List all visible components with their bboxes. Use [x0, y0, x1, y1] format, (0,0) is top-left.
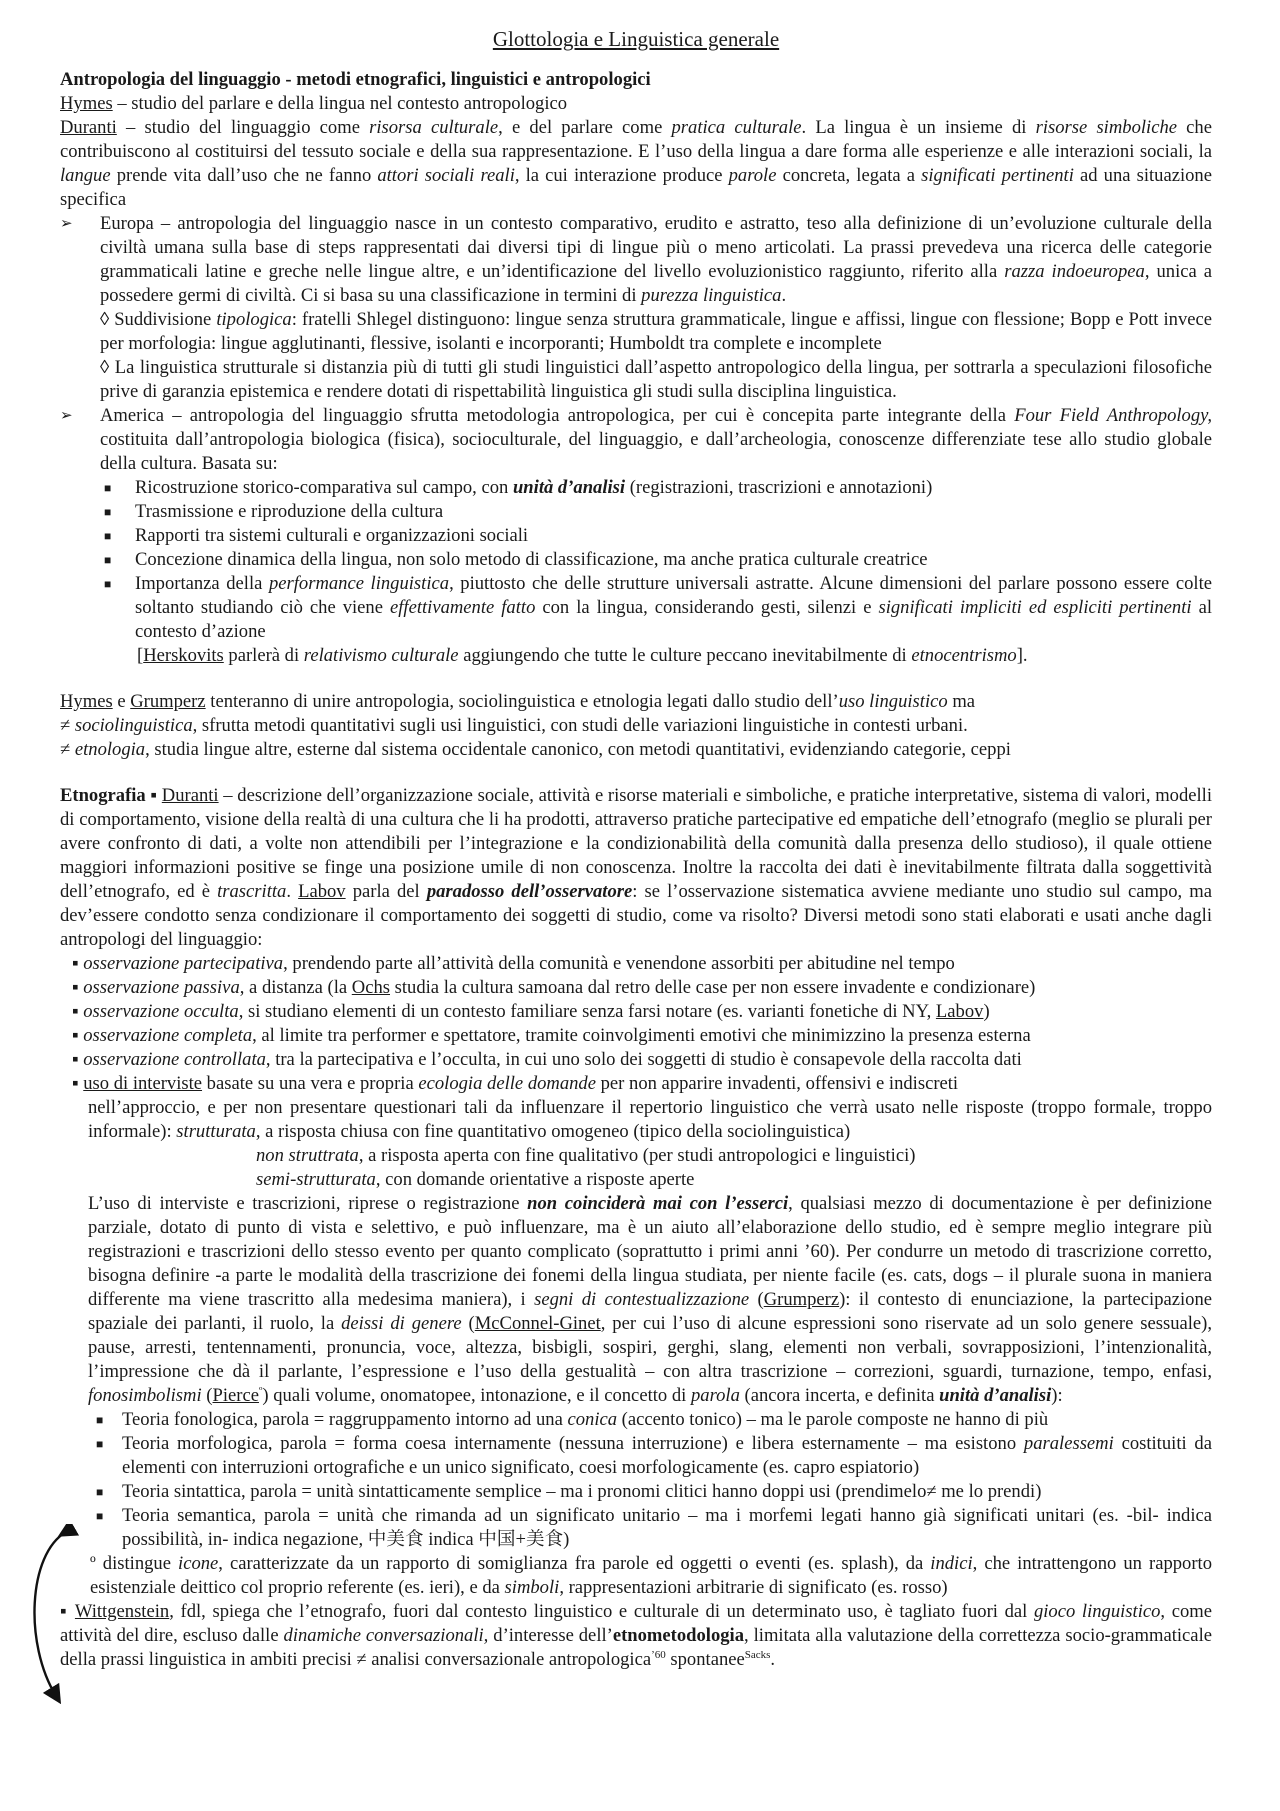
arrow-bullet-icon: ➢	[60, 408, 73, 424]
interviste-semi-strutturata: semi-strutturata, con domande orientative a risposte aperte	[256, 1169, 695, 1190]
america-item: ➢ America – antropologia del linguaggio sfrutta metodologia antropologica, per cui è concepita parte integrante della Four Field Anthropology, costituita dall’antropologia biologica (fisica), socioculturale, del linguaggio, e dall’archeologia, conoscenze differenziate tese allo studio globale della cultura. Basata su:	[60, 405, 1213, 474]
teorie-list	[60, 1408, 1212, 1552]
etnografia-paragraph: Etnografia ▪ Duranti – descrizione dell’organizzazione sociale, attività e risorse materiali e simboliche, e pratiche interpretative, sistema di valori, modelli di comportamento, visione della realtà di una cultura che li ha prodotti, attraverso pratiche partecipative ed empatiche dell’etnografo (meglio se plurali per avere confronto di dati, a volte non attendibili per l’integrazione e la condizionabilità della comunità dalla presenza dello studioso), il quale ottiene maggiori informazioni positive se finge una posizione umile di non conoscenza. Inoltre la raccolta dei dati è inevitabilmente filtrata dalla soggettività dell’etnografo, ed è trascritta. Labov parla del paradosso dell’osservatore: se l’osservazione sistematica avviene mediante uno studio sul campo, ma dev’essere condotto senza condizionare il comportamento dei soggetti di studio, come va risolto? Diversi metodi sono stati elaborati e usati anche dagli antropologi del linguaggio:	[60, 785, 1213, 950]
europa-subpoint-tipologica: ◊ Suddivisione tipologica: fratelli Shlegel distinguono: lingue senza struttura grammaticale, lingue e affissi, lingue con flessione; Bopp e Pott invece per morfologia: lingue agglutinanti, flessive, isolanti e incorporanti; Humboldt tra complete e incomplete	[100, 309, 1213, 354]
list-item: ■ Ricostruzione storico-comparativa sul campo, con unità d’analisi (registrazioni, trascrizioni e annotazioni)	[104, 477, 933, 498]
list-item: ▪ uso di interviste basate su una vera e propria ecologia delle domande per non apparire invadenti, offensivi e indiscreti	[72, 1073, 959, 1094]
list-item: ■ Trasmissione e riproduzione della cultura	[104, 501, 444, 522]
list-item: ■ Teoria semantica, parola = unità che rimanda ad un significato unitario – ma i morfemi legati hanno già significati unitari (es. -bil- indica possibilità, in- indica negazione, 中美食 indica 中国+美食)	[96, 1505, 1212, 1550]
square-bullet-icon: ■	[96, 1437, 104, 1451]
list-item: ■ Concezione dinamica della lingua, non solo metodo di classificazione, ma anche pratica culturale creatrice	[104, 549, 928, 570]
square-bullet-icon: ■	[104, 529, 112, 543]
etnologia-line: ≠ etnologia, studia lingue altre, esterne dal sistema occidentale canonico, con metodi quantitativi, evidenziando categorie, ceppi	[60, 739, 1011, 760]
methods-list	[60, 952, 1212, 1096]
europa-item: ➢ Europa – antropologia del linguaggio nasce in un contesto comparativo, erudito e astratto, teso alla definizione di un’evoluzione culturale della civiltà umana sulla base di steps rappresentati dai diversi tipi di lingue più o meno articolati. La prassi prevedeva una ricerca delle categorie grammaticali latine e greche nelle lingue altre, e un’identificazione del livello evoluzionistico raggiunto, riferito alla razza indoeuropea, unica a possedere germi di civiltà. Ci si basa su una classificazione in termini di purezza linguistica. ◊ Suddivisione tipologica: fratelli Shlegel distinguono: lingue senza struttura grammaticale, lingue e affissi, lingue con flessione; Bopp e Pott invece per morfologia: lingue agglutinanti, flessive, isolanti e incorporanti; Humboldt tra complete e incomplete ◊ La linguistica strutturale si distanzia più di tutti gli studi linguistici dall’aspetto antropologico della lingua, per sottrarla a speculazioni filosofiche prive di garanzia epistemica e rendere dotati di rispettabilità linguistica gli studi sulla disciplina linguistica.	[60, 213, 1213, 402]
list-item: ▪ osservazione controllata, tra la partecipativa e l’occulta, in cui uno solo dei soggetti di studio è consapevole della raccolta dati	[72, 1049, 1022, 1070]
list-item: ■ Teoria sintattica, parola = unità sintatticamente semplice – ma i pronomi clitici hanno doppi usi (prendimelo≠ me lo prendi)	[96, 1481, 1042, 1502]
document-page	[60, 26, 1212, 1672]
america-list	[60, 476, 1212, 644]
square-bullet-icon: ■	[96, 1509, 104, 1523]
interviste-detail: nell’approccio, e per non presentare questionari tali da influenzare il repertorio linguistico che verrà usato nelle risposte (troppo formale, troppo informale): strutturata, a risposta chiusa con fine quantitativo omogeneo (tipico della sociolinguistica)	[88, 1097, 1212, 1142]
square-bullet-icon: ■	[104, 481, 112, 495]
page-title: Glottologia e Linguistica generale	[492, 27, 780, 51]
sociolinguistica-line: ≠ sociolinguistica, sfrutta metodi quantitativi sugli usi linguistici, con studi delle variazioni linguistiche in contesti urbani.	[60, 715, 968, 736]
list-item: ▪ osservazione partecipativa, prendendo parte all’attività della comunità e venendone assorbiti per abitudine nel tempo	[72, 953, 955, 974]
square-bullet-icon: ■	[96, 1413, 104, 1427]
square-bullet-icon: ■	[104, 553, 112, 567]
list-item: ▪ osservazione passiva, a distanza (la Ochs studia la cultura samoana dal retro delle case per non essere invadente e condizionare)	[72, 977, 1036, 998]
list-item: ■ Teoria morfologica, parola = forma coesa internamente (nessuna interruzione) e libera esternamente – ma esistono paralessemi costituiti da elementi con interruzioni ortografiche e un unico significato, coesi morfologicamente (es. capro espiatorio)	[96, 1433, 1212, 1478]
pierce-footnote: º distingue icone, caratterizzate da un rapporto di somiglianza fra parole ed oggetti o eventi (es. splash), da indici, che intrattengono un rapporto esistenziale deittico col proprio referente (es. ieri), e da simboli, rappresentazioni arbitrarie di significato (es. rosso)	[90, 1553, 1212, 1598]
trascrizione-paragraph: L’uso di interviste e trascrizioni, riprese o registrazione non coinciderà mai con l’esserci, qualsiasi mezzo di documentazione è per definizione parziale, dotato di punto di vista e selettivo, e può influenzare, ma è un aiuto all’elaborazione dello studio, ed è sempre meglio integrare più registrazioni e trascrizioni dello stesso evento per quanto complicato (soprattutto i primi anni ’60). Per condurre un metodo di trascrizione corretto, bisogna definire -a parte le modalità della trascrizione dei fonemi della lingua studiata, per niente facile (es. cats, dogs – il plurale suona in maniera differente ma viene trascritto alla medesima maniera), i segni di contestualizzazione (Grumperz): il contesto di enunciazione, la partecipazione spaziale dei parlanti, il ruolo, la deissi di genere (McConnel-Ginet, per cui l’uso di alcune espressioni sono riservate ad un solo genere sessuale), pause, arresti, tentennamenti, pronuncia, voce, altezza, bisbigli, sospiri, gerghi, slang, elementi non verbali, sovrapposizioni, l’intenzionalità, l’impressione che dà il parlante, l’espressione e l’uso della gestualità – con altra trascrizione – correzioni, sguardi, turnazione, tempo, enfasi, fonosimbolismi (Pierce$^º$) quali volume, onomatopee, intonazione, e il concetto di parola (ancora incerta, e definita unità d’analisi):	[88, 1193, 1213, 1406]
list-item: ■ Rapporti tra sistemi culturali e organizzazioni sociali	[104, 525, 529, 546]
duranti-paragraph: Duranti – studio del linguaggio come risorsa culturale, e del parlare come pratica culturale. La lingua è un insieme di risorse simboliche che contribuiscono al costituirsi del tessuto sociale e della sua rappresentazione. E l’uso della lingua a dare forma alle esperienze e alle interazioni sociali, la langue prende vita dall’uso che ne fanno attori sociali reali, la cui interazione produce parole concreta, legata a significati pertinenti ad una situazione specifica	[60, 117, 1212, 210]
curved-arrow-icon	[22, 1524, 82, 1704]
hymes-line: Hymes – studio del parlare e della lingua nel contesto antropologico	[60, 93, 568, 114]
square-bullet-icon: ■	[104, 577, 112, 591]
wittgenstein-paragraph: ▪ Wittgenstein, fdl, spiega che l’etnografo, fuori dal contesto linguistico e culturale di un determinato uso, è tagliato fuori dal gioco linguistico, come attività del dire, escluso dalle dinamiche conversazionali, d’interesse dell’etnometodologia, limitata alla valutazione della correttezza socio-grammaticale della prassi linguistica in ambiti precisi ≠ analisi conversazionale antropologica$^{’60}$ spontanee$^{Sacks}$.	[60, 1601, 1212, 1670]
list-item: ▪ osservazione completa, al limite tra performer e spettatore, tramite coinvolgimenti emotivi che minimizzino la presenza esterna	[72, 1025, 1031, 1046]
square-bullet-icon: ■	[96, 1485, 104, 1499]
interviste-non-strutturata: non struttrata, a risposta aperta con fine qualitativo (per studi antropologici e linguistici)	[256, 1145, 916, 1166]
europa-subpoint-strutturale: ◊ La linguistica strutturale si distanzia più di tutti gli studi linguistici dall’aspetto antropologico della lingua, per sottrarla a speculazioni filosofiche prive di garanzia epistemica e rendere dotati di rispettabilità linguistica gli studi sulla disciplina linguistica.	[100, 357, 1212, 402]
square-bullet-icon: ■	[104, 505, 112, 519]
herskovits-note: [Herskovits parlerà di relativismo culturale aggiungendo che tutte le culture peccano inevitabilmente di etnocentrismo].	[137, 645, 1028, 666]
list-item: ■ Teoria fonologica, parola = raggruppamento intorno ad una conica (accento tonico) – ma le parole composte ne hanno di più	[96, 1409, 1049, 1430]
arrow-bullet-icon: ➢	[60, 216, 73, 232]
list-item: ■ Importanza della performance linguistica, piuttosto che delle strutture universali astratte. Alcune dimensioni del parlare possono essere colte soltanto studiando ciò che viene effettivamente fatto con la lingua, considerando gesti, silenzi e significati impliciti ed espliciti pertinenti al contesto d’azione	[104, 573, 1213, 642]
section-heading: Antropologia del linguaggio - metodi etnografici, linguistici e antropologici	[60, 69, 651, 90]
hymes-grumperz-paragraph: Hymes e Grumperz tenteranno di unire antropologia, sociolinguistica e etnologia legati dallo studio dell’uso linguistico ma	[60, 691, 976, 712]
list-item: ▪ osservazione occulta, si studiano elementi di un contesto familiare senza farsi notare (es. varianti fonetiche di NY, Labov)	[72, 1001, 990, 1022]
